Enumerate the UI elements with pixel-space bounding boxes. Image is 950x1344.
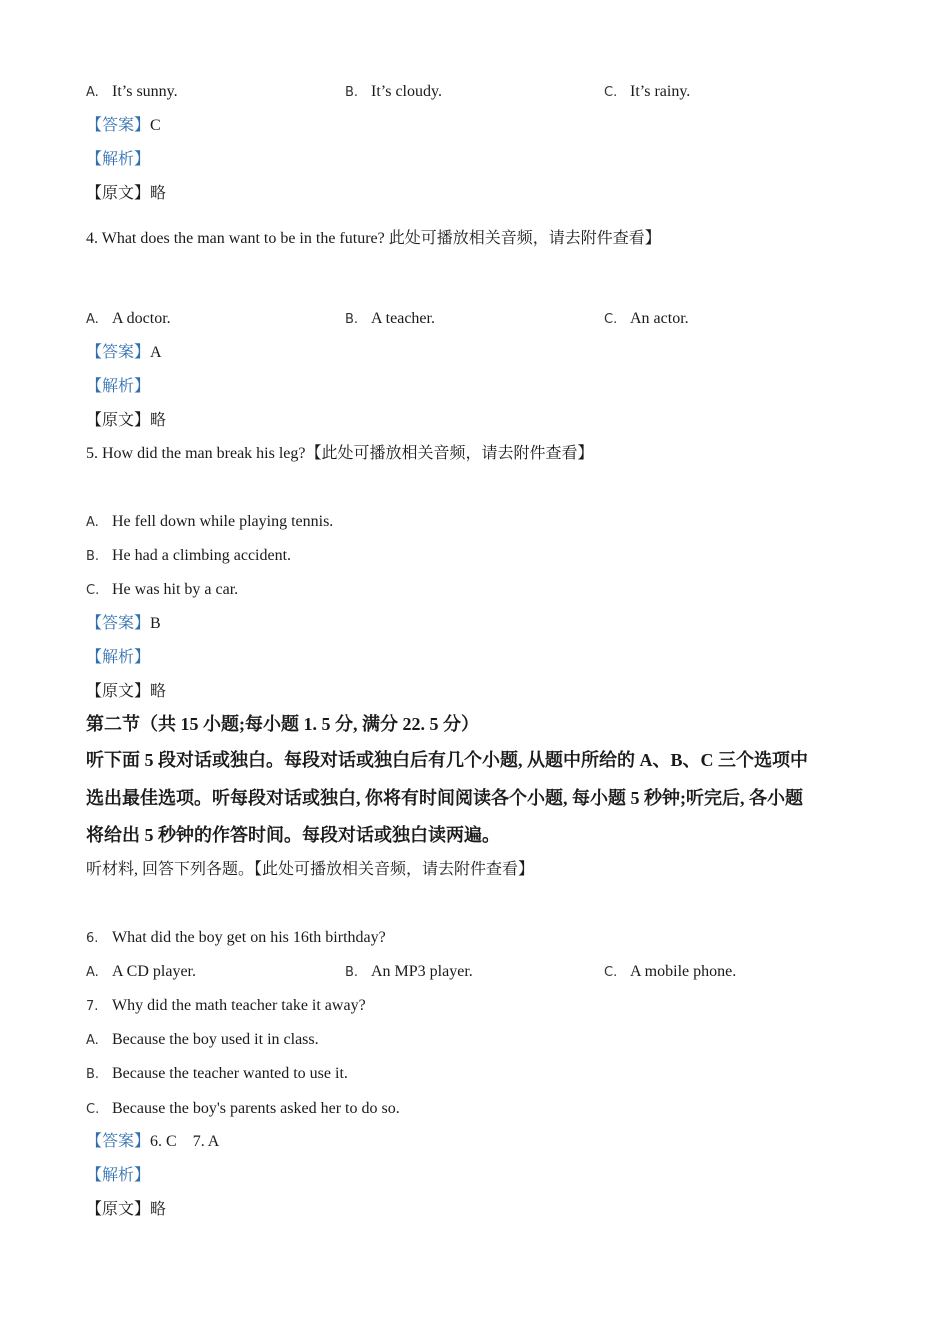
q4-option-b — [345, 309, 435, 330]
q6-option-b — [345, 962, 473, 983]
q6-question — [86, 928, 386, 949]
q3-analysis: 【解析】 — [86, 151, 151, 168]
question-text: What did the boy get on his 16th birthday? — [112, 929, 386, 946]
q4-original — [86, 411, 166, 431]
original-value: 略 — [150, 185, 167, 202]
q3-answer — [86, 116, 161, 136]
answer-value: B — [150, 615, 161, 632]
q3-option-a — [86, 82, 178, 103]
option-text: It’s cloudy. — [371, 83, 442, 100]
listen-prompt: 听材料, 回答下列各题。【此处可播放相关音频，请去附件查看】 — [86, 861, 535, 878]
option-letter: C. — [604, 312, 618, 327]
option-letter: C. — [604, 85, 618, 100]
q5-option-b — [86, 546, 291, 567]
q3-original — [86, 184, 166, 204]
original-value: 略 — [150, 412, 167, 429]
q5-question: 5. How did the man break his leg?【此处可播放相关音频，请去附件查看】 — [86, 445, 594, 462]
option-text: A teacher. — [371, 310, 435, 327]
option-letter: B. — [86, 549, 100, 564]
q67-original — [86, 1200, 166, 1220]
option-text: An actor. — [630, 310, 689, 327]
section-title: 第二节（共 15 小题;每小题 1. 5 分, 满分 22. 5 分） — [86, 714, 479, 734]
option-text: He had a climbing accident. — [112, 547, 292, 564]
option-text: Because the teacher wanted to use it. — [112, 1065, 348, 1082]
original-label: 【原文】 — [86, 683, 151, 700]
option-text: He was hit by a car. — [112, 581, 239, 598]
option-text: It’s rainy. — [630, 83, 691, 100]
option-letter: B. — [86, 1067, 100, 1082]
original-label: 【原文】 — [86, 1201, 151, 1218]
option-text: Because the boy used it in class. — [112, 1031, 319, 1048]
option-letter: B. — [345, 85, 359, 100]
q3-option-c — [604, 82, 690, 103]
option-text: A mobile phone. — [630, 963, 737, 980]
option-letter: C. — [86, 1102, 100, 1117]
q5-original — [86, 682, 166, 702]
original-label: 【原文】 — [86, 185, 151, 202]
option-text: A doctor. — [112, 310, 171, 327]
q67-answer — [86, 1132, 219, 1152]
section-instructions-line-1: 听下面 5 段对话或独白。每段对话或独白后有几个小题, 从题中所给的 A、B、C 三个选项中 — [86, 750, 809, 770]
answer-value: C — [150, 117, 161, 134]
original-value: 略 — [150, 1201, 167, 1218]
original-value: 略 — [150, 683, 167, 700]
option-text: Because the boy's parents asked her to do so. — [112, 1100, 400, 1117]
q7-option-c — [86, 1099, 400, 1120]
question-number: 6. — [86, 931, 99, 946]
q5-analysis: 【解析】 — [86, 649, 151, 666]
question-text: Why did the math teacher take it away? — [112, 997, 366, 1014]
option-letter: C. — [86, 583, 100, 598]
option-text: He fell down while playing tennis. — [112, 513, 334, 530]
option-text: A CD player. — [112, 963, 196, 980]
q5-option-c — [86, 580, 238, 601]
q4-question: 4. What does the man want to be in the future? 此处可播放相关音频，请去附件查看】 — [86, 230, 661, 247]
option-letter: B. — [345, 965, 359, 980]
answer-label: 【答案】 — [86, 1133, 151, 1150]
answer-value: A — [150, 344, 162, 361]
section-instructions-line-3: 将给出 5 秒钟的作答时间。每段对话或独白读两遍。 — [86, 825, 500, 845]
q4-option-c — [604, 309, 689, 330]
q5-answer — [86, 614, 161, 634]
q6-option-a — [86, 962, 196, 983]
answer-value: 6. C 7. A — [150, 1133, 220, 1150]
q7-question — [86, 996, 366, 1017]
q4-option-a — [86, 309, 171, 330]
q7-option-b — [86, 1064, 348, 1085]
option-letter: A. — [86, 1033, 99, 1048]
q4-analysis: 【解析】 — [86, 378, 151, 395]
answer-label: 【答案】 — [86, 344, 151, 361]
option-letter: A. — [86, 515, 99, 530]
answer-label: 【答案】 — [86, 117, 151, 134]
option-text: It’s sunny. — [112, 83, 178, 100]
q6-option-c — [604, 962, 736, 983]
option-letter: C. — [604, 965, 618, 980]
q7-option-a — [86, 1030, 319, 1051]
question-number: 7. — [86, 999, 99, 1014]
answer-label: 【答案】 — [86, 615, 151, 632]
option-text: An MP3 player. — [371, 963, 473, 980]
option-letter: B. — [345, 312, 359, 327]
original-label: 【原文】 — [86, 412, 151, 429]
option-letter: A. — [86, 312, 99, 327]
q4-answer — [86, 343, 162, 363]
q67-analysis: 【解析】 — [86, 1167, 151, 1184]
q5-option-a — [86, 512, 333, 533]
q3-option-b — [345, 82, 442, 103]
option-letter: A. — [86, 85, 99, 100]
option-letter: A. — [86, 965, 99, 980]
section-instructions-line-2: 选出最佳选项。听每段对话或独白, 你将有时间阅读各个小题, 每小题 5 秒钟;听完后, 各小题 — [86, 788, 803, 808]
